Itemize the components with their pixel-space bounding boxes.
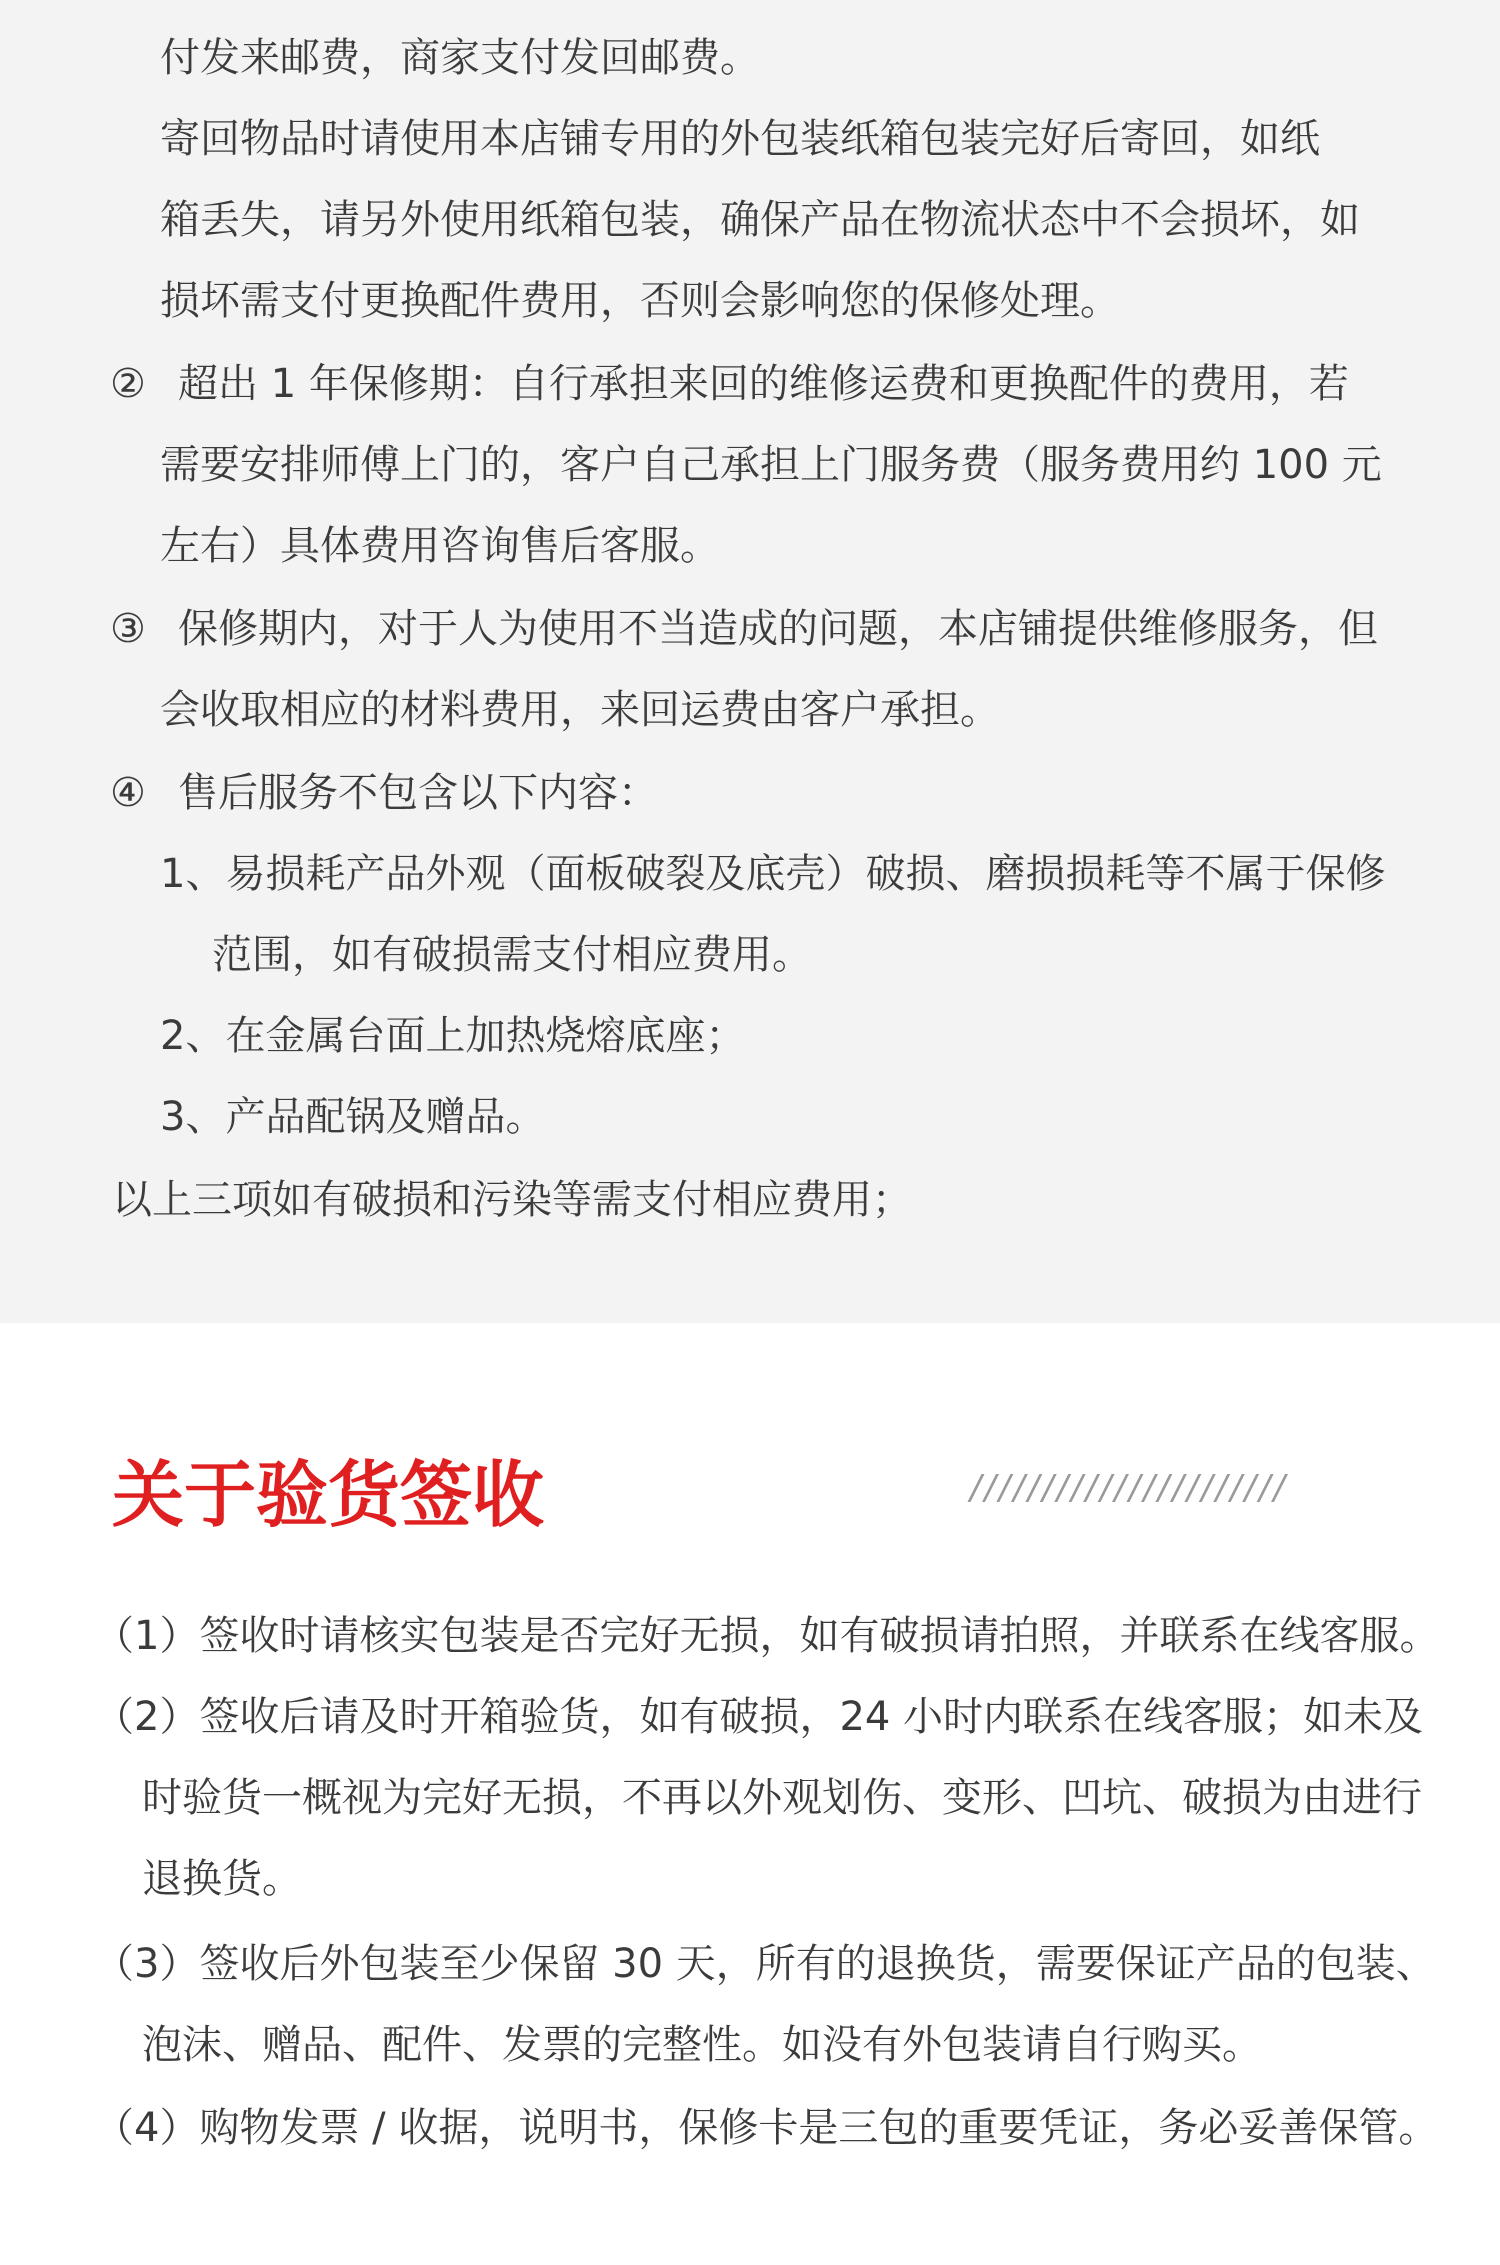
decorative-slashes: //////////////////////	[970, 1468, 1289, 1508]
warranty-item-4-title: 售后服务不包含以下内容：	[178, 770, 658, 816]
exclusion-line: 2、在金属台面上加热烧熔底座；	[160, 1013, 746, 1059]
item-marker-4: ④	[110, 770, 146, 816]
warranty-item-2-line: 需要安排师傅上门的，客户自己承担上门服务费（服务费用约 100 元	[160, 442, 1382, 488]
item-marker-2: ②	[110, 361, 146, 407]
warranty-text-line: 付发来邮费，商家支付发回邮费。	[160, 35, 760, 81]
warranty-item-2-line: 超出 1 年保修期：自行承担来回的维修运费和更换配件的费用，若	[178, 361, 1349, 407]
warranty-item-3-line: 会收取相应的材料费用，来回运费由客户承担。	[160, 687, 1000, 733]
warranty-text-line: 寄回物品时请使用本店铺专用的外包装纸箱包装完好后寄回，如纸	[160, 116, 1320, 162]
inspection-text-line: 退换货。	[142, 1856, 302, 1902]
warranty-closing-note: 以上三项如有破损和污染等需支付相应费用；	[112, 1177, 912, 1223]
warranty-text-line: 损坏需支付更换配件费用，否则会影响您的保修处理。	[160, 278, 1120, 324]
warranty-item-3-line: 保修期内，对于人为使用不当造成的问题，本店铺提供维修服务，但	[178, 606, 1378, 652]
item-marker-3: ③	[110, 606, 146, 652]
inspection-text-line: （3）签收后外包装至少保留 30 天，所有的退换货，需要保证产品的包装、	[94, 1941, 1436, 1987]
exclusion-line: 范围，如有破损需支付相应费用。	[212, 932, 812, 978]
inspection-text-line: 泡沫、赠品、配件、发票的完整性。如没有外包装请自行购买。	[142, 2022, 1262, 2068]
warranty-text-line: 箱丢失，请另外使用纸箱包装，确保产品在物流状态中不会损坏，如	[160, 197, 1360, 243]
warranty-item-2-line: 左右）具体费用咨询售后客服。	[160, 523, 720, 569]
inspection-text-line: 时验货一概视为完好无损，不再以外观划伤、变形、凹坑、破损为由进行	[142, 1775, 1422, 1821]
inspection-text-line: （2）签收后请及时开箱验货，如有破损，24 小时内联系在线客服；如未及	[94, 1694, 1424, 1740]
exclusion-line: 1、易损耗产品外观（面板破裂及底壳）破损、磨损损耗等不属于保修	[160, 851, 1386, 897]
section-title: 关于验货签收	[112, 1453, 545, 1537]
inspection-text-line: （1）签收时请核实包装是否完好无损，如有破损请拍照，并联系在线客服。	[94, 1613, 1440, 1659]
exclusion-line: 3、产品配锅及赠品。	[160, 1094, 546, 1140]
inspection-text-line: （4）购物发票 / 收据，说明书，保修卡是三包的重要凭证，务必妥善保管。	[94, 2105, 1439, 2151]
